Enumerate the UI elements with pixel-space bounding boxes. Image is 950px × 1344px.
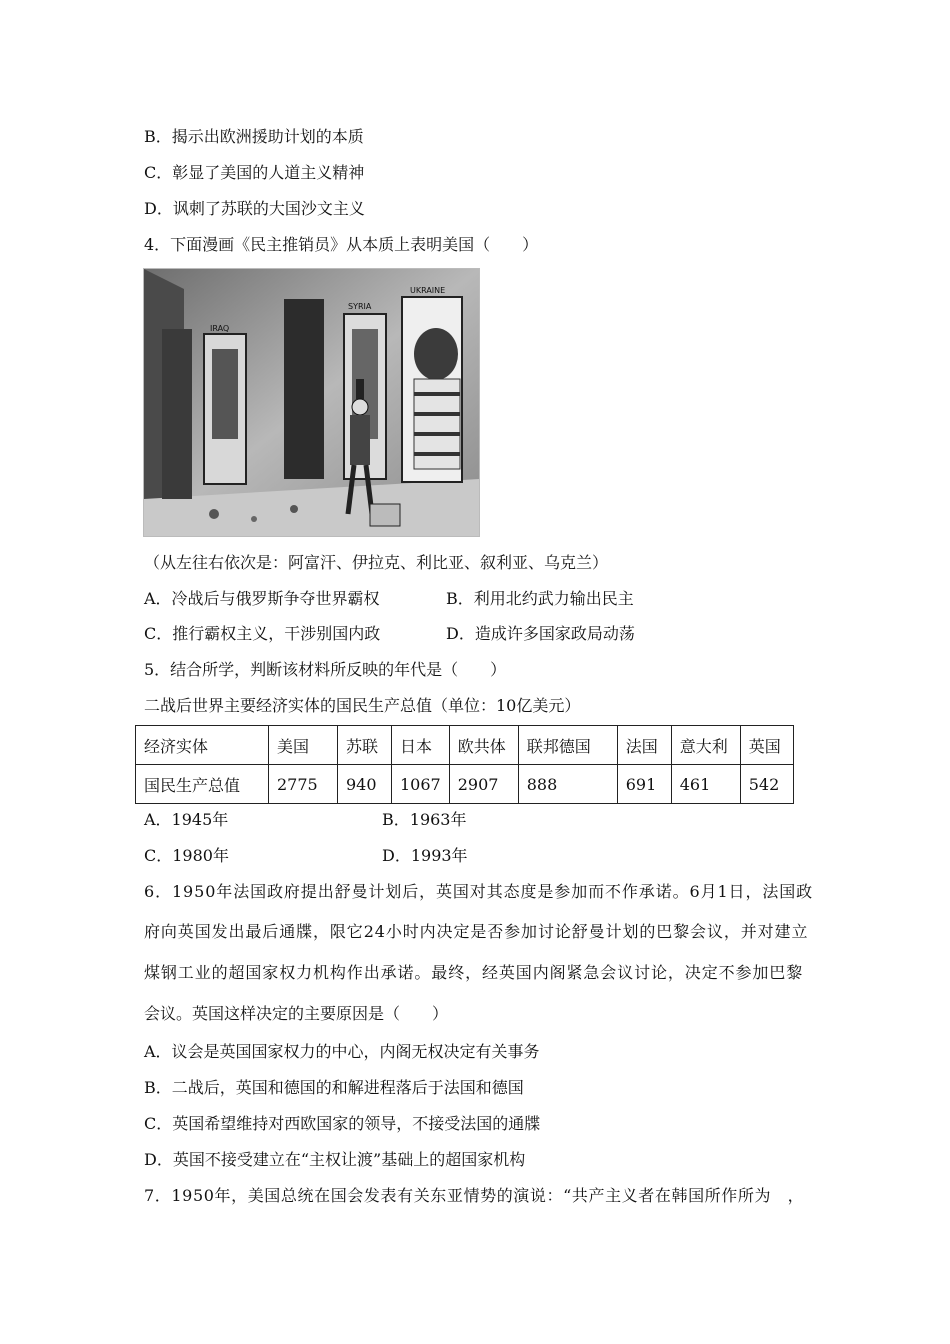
gdp-table <box>135 725 794 804</box>
q6-stem-line-3: 煤钢工业的超国家权力机构作出承诺。最终，经英国内阁紧急会议讨论，决定不参加巴黎 <box>144 963 804 982</box>
table-header-cell: 欧共体 <box>449 726 518 765</box>
q4-option-b: B．利用北约武力输出民主 <box>446 589 634 608</box>
door-label-iraq: IRAQ <box>210 324 230 333</box>
cartoon-illustration <box>144 269 479 536</box>
table-cell: 2907 <box>449 765 518 804</box>
q6-stem-line-1: 6．1950年法国政府提出舒曼计划后，英国对其态度是参加而不作承诺。6月1日，法国政 <box>144 882 814 901</box>
q4-caption: （从左往右依次是：阿富汗、伊拉克、利比亚、叙利亚、乌克兰） <box>144 553 609 572</box>
table-cell: 542 <box>740 765 793 804</box>
q5-table-title: 二战后世界主要经济实体的国民生产总值（单位：10亿美元） <box>144 696 581 715</box>
q6-option-a: A．议会是英国国家权力的中心，内阁无权决定有关事务 <box>144 1042 540 1061</box>
table-header-cell: 联邦德国 <box>518 726 617 765</box>
q7-stem: 7．1950年，美国总统在国会发表有关东亚情势的演说：“共产主义者在韩国所作所为 ， <box>144 1186 805 1205</box>
q4-option-a: A．冷战后与俄罗斯争夺世界霸权 <box>144 589 380 608</box>
q6-option-c: C．英国希望维持对西欧国家的领导，不接受法国的通牒 <box>144 1114 541 1133</box>
table-header-cell: 法国 <box>617 726 671 765</box>
table-header-row <box>136 726 794 765</box>
q6-stem-line-4: 会议。英国这样决定的主要原因是（ ） <box>144 1004 449 1023</box>
q4-option-d: D．造成许多国家政局动荡 <box>446 624 635 643</box>
q5-option-d: D．1993年 <box>382 846 468 865</box>
q4-option-c: C．推行霸权主义，干涉别国内政 <box>144 624 381 643</box>
q6-option-d: D．英国不接受建立在“主权让渡”基础上的超国家机构 <box>144 1150 526 1169</box>
table-header-cell: 日本 <box>392 726 450 765</box>
table-row <box>136 765 794 804</box>
table-cell: 国民生产总值 <box>136 765 269 804</box>
q5-stem: 5．结合所学，判断该材料所反映的年代是（ ） <box>144 660 507 679</box>
table-header-cell: 英国 <box>740 726 793 765</box>
table-cell: 1067 <box>392 765 450 804</box>
table-header-cell: 苏联 <box>338 726 392 765</box>
democracy-salesman-cartoon <box>143 268 480 537</box>
q5-option-c: C．1980年 <box>144 846 229 865</box>
door-label-ukraine: UKRAINE <box>410 286 446 295</box>
q6-option-b: B．二战后，英国和德国的和解进程落后于法国和德国 <box>144 1078 524 1097</box>
table-cell: 2775 <box>269 765 338 804</box>
q6-stem-line-2: 府向英国发出最后通牒，限它24小时内决定是否参加讨论舒曼计划的巴黎会议，并对建立 <box>144 922 809 941</box>
table-cell: 940 <box>338 765 392 804</box>
q5-option-b: B．1963年 <box>382 810 467 829</box>
door-label-syria: SYRIA <box>348 302 372 311</box>
table-cell: 691 <box>617 765 671 804</box>
table-cell: 461 <box>671 765 740 804</box>
q4-stem: 4．下面漫画《民主推销员》从本质上表明美国（ ） <box>144 235 539 254</box>
table-header-cell: 意大利 <box>671 726 740 765</box>
table-header-cell: 美国 <box>269 726 338 765</box>
q3-option-d: D．讽刺了苏联的大国沙文主义 <box>144 199 365 218</box>
q5-option-a: A．1945年 <box>144 810 229 829</box>
table-cell: 888 <box>518 765 617 804</box>
table-header-cell: 经济实体 <box>136 726 269 765</box>
q3-option-b: B．揭示出欧洲援助计划的本质 <box>144 127 364 146</box>
q3-option-c: C．彰显了美国的人道主义精神 <box>144 163 365 182</box>
